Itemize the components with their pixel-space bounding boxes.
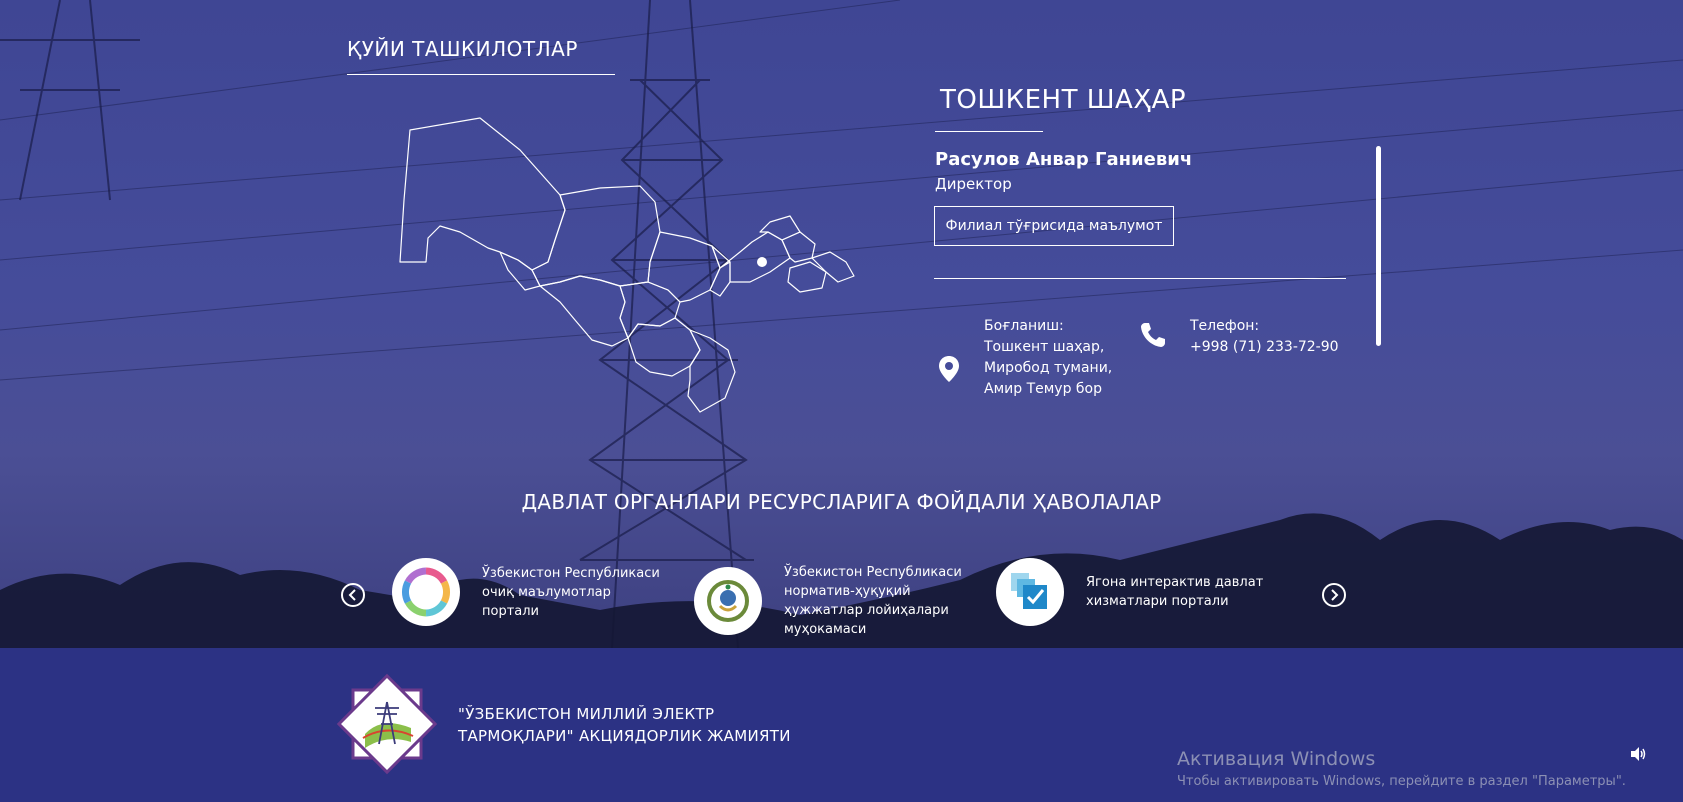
map-pin-icon xyxy=(938,355,960,383)
link-label-line: хизматлари портали xyxy=(1086,594,1229,609)
branches-section-title: ҚУЙИ ТАШКИЛОТЛАР xyxy=(347,37,578,61)
organization-name-line: ТАРМОҚЛАРИ" АКЦИЯДОРЛИК ЖАМИЯТИ xyxy=(458,727,791,745)
link-label xyxy=(1086,573,1263,611)
phone-label: Телефон: xyxy=(1190,318,1260,334)
region-title-underline xyxy=(935,131,1043,132)
phone-block xyxy=(1190,316,1339,358)
map-region-jizzakh[interactable] xyxy=(648,232,720,302)
map-region-navoi[interactable] xyxy=(532,186,660,286)
address-block xyxy=(984,316,1114,397)
phone-icon xyxy=(1138,320,1168,350)
map-region-kashkadarya[interactable] xyxy=(628,318,700,376)
carousel-next-button[interactable] xyxy=(1322,583,1346,607)
interactive-services-logo xyxy=(996,558,1064,626)
map-region-samarkand[interactable] xyxy=(620,282,680,338)
link-open-data-portal[interactable] xyxy=(392,558,660,626)
address-line: Миробод тумани, xyxy=(984,360,1113,376)
address-line: Амир Темур бор xyxy=(984,381,1103,397)
carousel-prev-button[interactable] xyxy=(341,583,365,607)
link-label-line: портали xyxy=(482,603,540,619)
link-interactive-services-portal[interactable] xyxy=(996,558,1263,626)
link-label-line: Ўзбекистон Республикаси xyxy=(784,565,962,580)
useful-links-title: ДАВЛАТ ОРГАНЛАРИ РЕСУРСЛАРИГА ФОЙДАЛИ ҲАВОЛАЛАР xyxy=(521,490,1162,514)
windows-activation-subtitle: Чтобы активировать Windows, перейдите в раздел "Параметры". xyxy=(1177,774,1626,789)
chevron-right-icon xyxy=(1329,589,1339,601)
link-label-line: норматив-ҳуқуқий xyxy=(784,584,911,599)
link-label xyxy=(482,564,660,621)
state-emblem-logo xyxy=(694,567,762,635)
uzbekistan-regions-map[interactable] xyxy=(392,112,862,422)
organization-name xyxy=(458,703,791,747)
branch-info-button[interactable]: Филиал тўғрисида маълумот xyxy=(934,206,1174,246)
contact-divider xyxy=(934,278,1346,279)
map-region-khorezm[interactable] xyxy=(500,252,540,290)
map-region-karakalpakstan[interactable] xyxy=(400,118,565,270)
open-data-portal-logo xyxy=(392,558,460,626)
map-region-surkhandarya[interactable] xyxy=(688,330,735,412)
windows-activation-title: Активация Windows xyxy=(1177,748,1376,770)
map-marker-tashkent-city[interactable] xyxy=(757,257,767,267)
phone-value[interactable]: +998 (71) 233-72-90 xyxy=(1190,339,1339,355)
link-regulation-portal[interactable] xyxy=(694,563,962,639)
organization-name-line: "ЎЗБЕКИСТОН МИЛЛИЙ ЭЛЕКТР xyxy=(458,705,715,723)
link-label xyxy=(784,563,962,639)
panel-scrollbar[interactable] xyxy=(1376,146,1381,346)
link-label-line: очиқ маълумотлар xyxy=(482,584,611,600)
link-label-line: муҳокамаси xyxy=(784,622,867,637)
director-role: Директор xyxy=(935,175,1012,193)
director-name: Расулов Анвар Ганиевич xyxy=(935,149,1193,170)
title-underline xyxy=(347,74,615,75)
site-footer xyxy=(0,648,1683,802)
link-label-line: ҳужжатлар лойиҳалари xyxy=(784,603,949,618)
chevron-left-icon xyxy=(348,589,358,601)
region-title: ТОШКЕНТ ШАҲАР xyxy=(940,85,1187,115)
map-region-syrdarya[interactable] xyxy=(710,246,730,296)
address-label: Боғланиш: xyxy=(984,318,1064,334)
map-region-tashkent[interactable] xyxy=(720,232,790,282)
map-region-namangan[interactable] xyxy=(782,232,815,262)
link-label-line: Ягона интерактив давлат xyxy=(1086,575,1264,590)
map-region-bukhara[interactable] xyxy=(540,276,628,346)
speaker-icon[interactable] xyxy=(1629,745,1647,763)
link-label-line: Ўзбекистон Республикаси xyxy=(482,565,660,581)
address-line: Тошкент шаҳар, xyxy=(984,339,1105,355)
map-region-tashkent-north[interactable] xyxy=(760,216,800,240)
company-logo[interactable] xyxy=(339,676,435,772)
